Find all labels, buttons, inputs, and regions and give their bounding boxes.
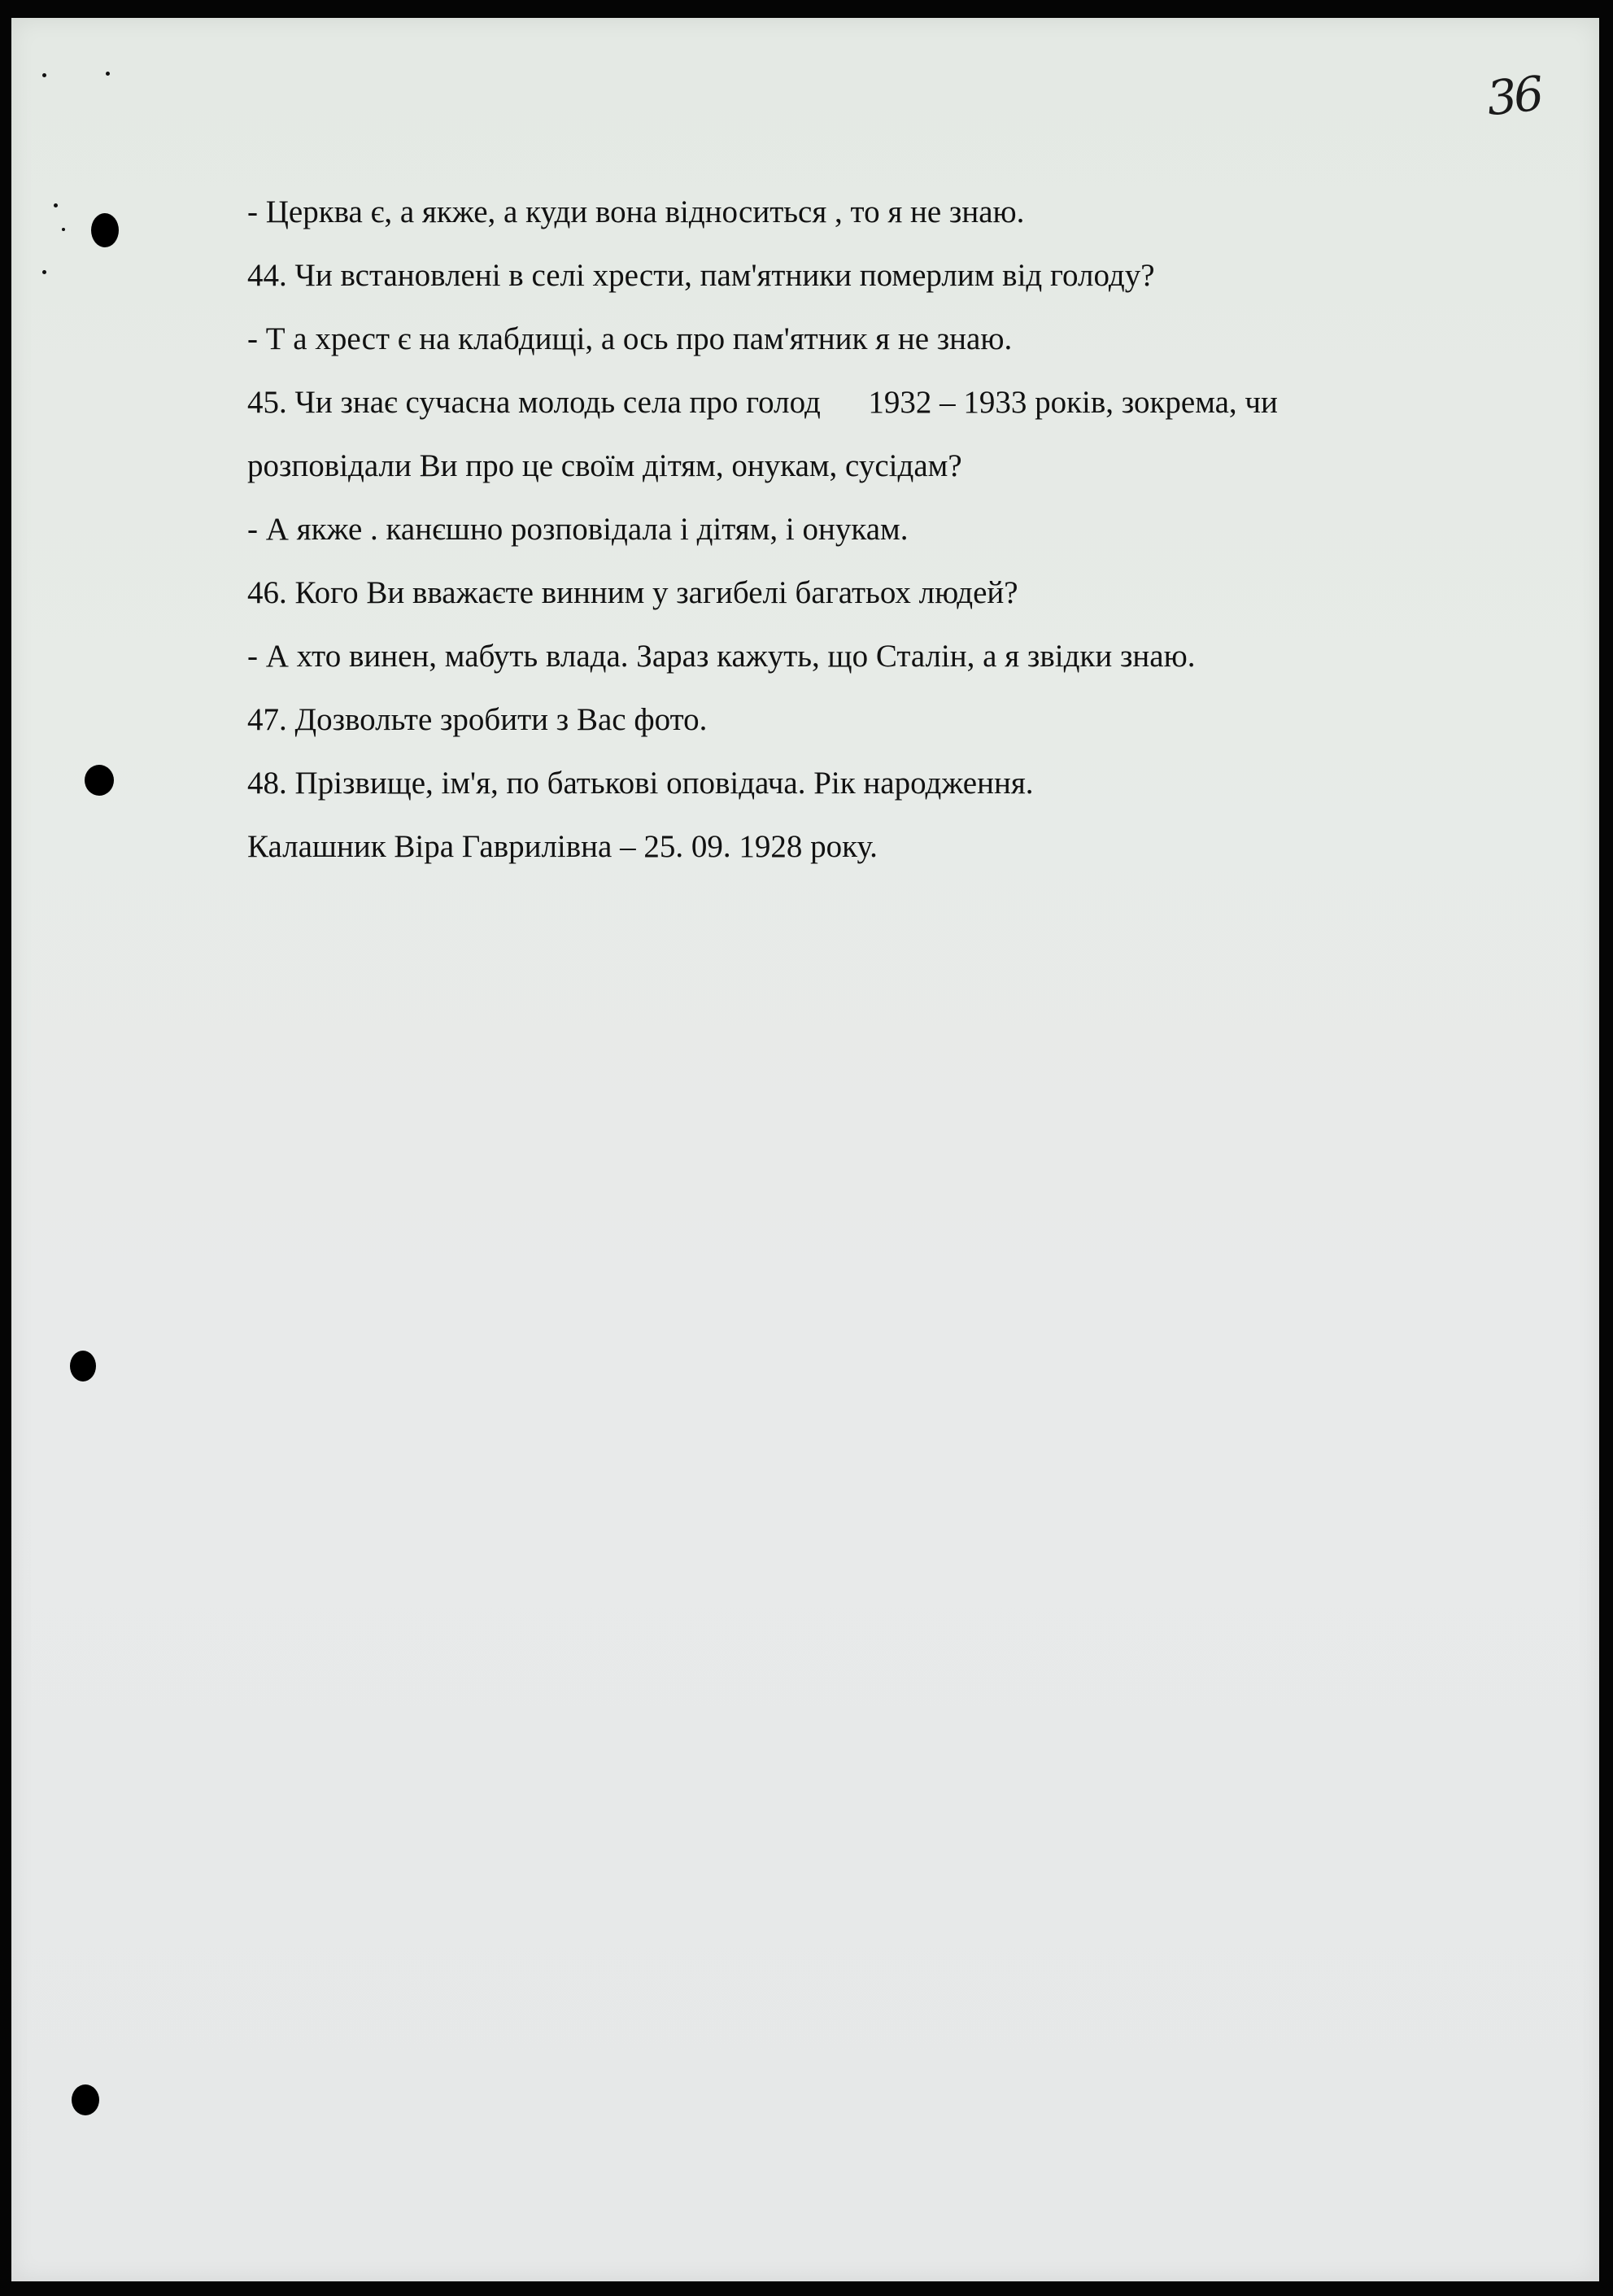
text-line: 46. Кого Ви вважаєте винним у загибелі багатьох людей? bbox=[247, 575, 1018, 610]
scan-speck bbox=[106, 72, 110, 76]
text-line: 47. Дозвольте зробити з Вас фото. bbox=[247, 702, 708, 737]
punch-hole-1 bbox=[91, 213, 119, 247]
scan-speck bbox=[62, 228, 65, 231]
document-page bbox=[11, 18, 1599, 2281]
punch-hole-4 bbox=[72, 2084, 99, 2115]
handwritten-page-number: 36 bbox=[1484, 65, 1544, 127]
document-text bbox=[247, 193, 1516, 891]
text-line: 44. Чи встановлені в селі хрести, пам'ятники померлим від голоду? bbox=[247, 258, 1155, 293]
text-line: розповідали Ви про це своїм дітям, онукам, сусідам? bbox=[247, 448, 962, 483]
scan-speck bbox=[54, 203, 58, 207]
punch-hole-2 bbox=[85, 765, 114, 796]
text-line: Калашник Віра Гаврилівна – 25. 09. 1928 року. bbox=[247, 829, 878, 864]
punch-hole-3 bbox=[70, 1351, 96, 1382]
text-line: - А якже . канєшно розповідала і дітям, і онукам. bbox=[247, 512, 909, 547]
text-line: - Т а хрест є на клабдищі, а ось про пам'ятник я не знаю. bbox=[247, 321, 1013, 356]
text-line: 45. Чи знає сучасна молодь села про голод 1932 – 1933 років, зокрема, чи bbox=[247, 385, 1278, 420]
scan-speck bbox=[42, 270, 46, 274]
text-line: - А хто винен, мабуть влада. Зараз кажуть, що Сталін, а я звідки знаю. bbox=[247, 639, 1196, 674]
text-line: - Церква є, а якже, а куди вона відноситься , то я не знаю. bbox=[247, 194, 1025, 229]
scan-speck bbox=[42, 73, 46, 77]
text-line: 48. Прізвище, ім'я, по батькові оповідача. Рік народження. bbox=[247, 766, 1034, 801]
